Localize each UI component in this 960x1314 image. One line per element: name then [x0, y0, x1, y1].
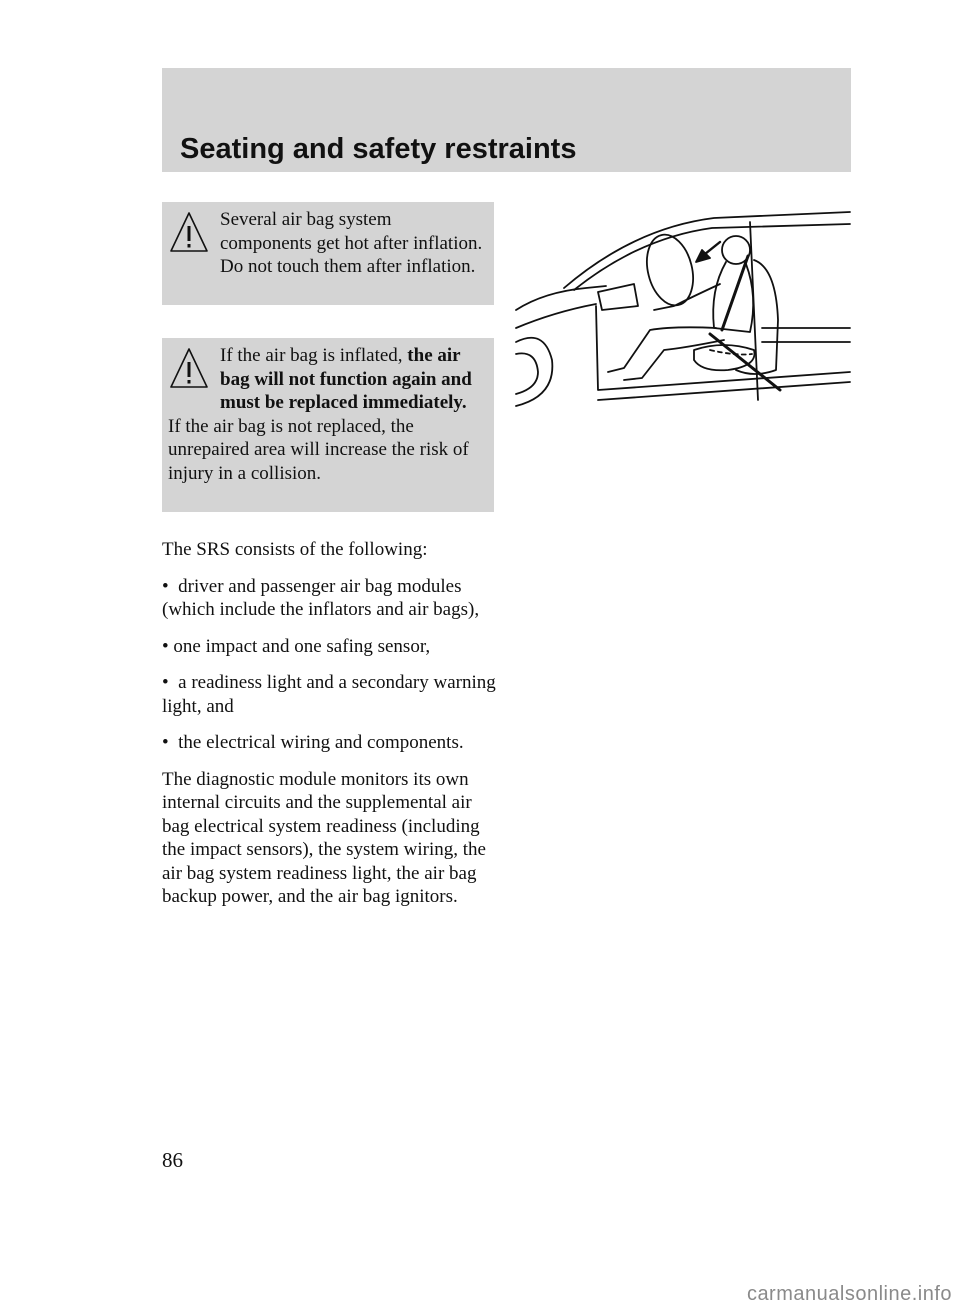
list-item: • driver and passenger air bag modules (which include the inflators and air bags), [162, 575, 480, 620]
page-title: Seating and safety restraints [180, 133, 577, 165]
door-opening [596, 306, 850, 390]
warning-triangle-icon [168, 346, 210, 392]
warning-text-intro: If the air bag is inflated, [220, 345, 408, 366]
warning-box-hot-components [162, 202, 494, 305]
car-fender [516, 304, 596, 328]
car-roof-outline [564, 212, 850, 288]
diagnostic-paragraph: The diagnostic module monitors its own internal circuits and the supplemental air bag electrical system readiness (including the impact sensors), the system wiring, the air bag system readiness light, the air bag backup power, and the air bag ignitors. [162, 768, 486, 907]
airbag-deployment-illustration [514, 200, 852, 440]
car-roof-inner [574, 224, 850, 290]
rocker-panel [598, 382, 850, 400]
seat-cushion [694, 345, 754, 370]
warning-triangle-icon [168, 210, 210, 256]
warning-box-replace-airbag [162, 338, 494, 512]
list-item-text: the electrical wiring and components. [178, 732, 464, 753]
warning-text: Several air bag system components get hot after inflation. Do not touch them after inflation. [220, 209, 483, 277]
body-text [162, 538, 498, 922]
car-hood [516, 286, 606, 310]
page-number: 86 [162, 1148, 183, 1172]
warning-text [168, 344, 484, 485]
seat-back [736, 260, 778, 374]
shoulder-belt [722, 256, 748, 330]
occupant-arm [654, 284, 720, 310]
dashboard [598, 284, 638, 310]
srs-intro: The SRS consists of the following: [162, 539, 428, 560]
list-item-text: one impact and one safing sensor, [173, 635, 431, 657]
warning-text-emphasis: the air bag will not function again and must be replaced immediately. [220, 345, 472, 413]
watermark: carmanualsonline.info [746, 1283, 952, 1305]
warning-text-consequence: If the air bag is not replaced, the unrepaired area will increase the risk of injury in a collision. [168, 415, 469, 484]
list-item-text: a readiness light and a secondary warning light, and [162, 672, 496, 717]
list-item: • one impact and one safing sensor, [162, 635, 431, 657]
list-item: • a readiness light and a secondary warning light, and [162, 672, 496, 717]
wheel [516, 353, 538, 394]
list-item-text: driver and passenger air bag modules (which include the inflators and air bags), [162, 575, 480, 620]
wheel-arch [516, 338, 552, 406]
header-band [162, 68, 851, 172]
list-item: • the electrical wiring and components. [162, 732, 464, 753]
